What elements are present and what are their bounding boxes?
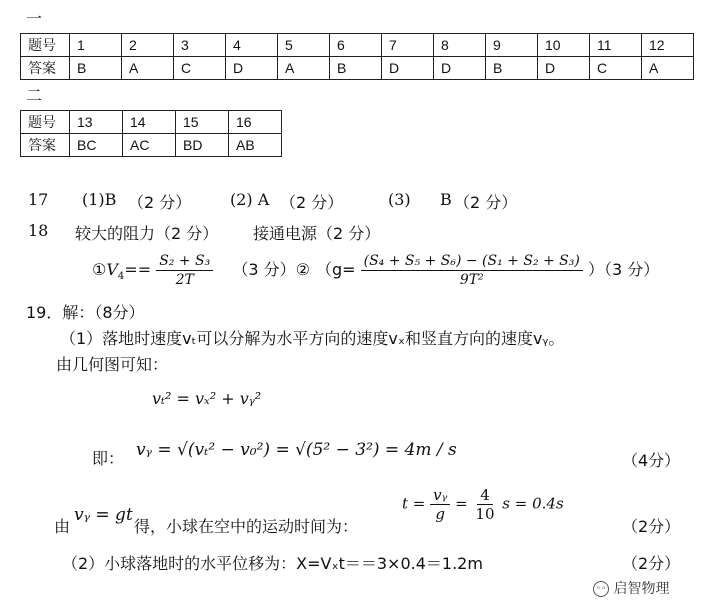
equals-sign: = — [455, 494, 468, 513]
q18-text-1: 较大的阻力（2 分） — [75, 224, 219, 243]
q18-score-1: （3 分） — [232, 260, 296, 279]
q17-number: 17 — [28, 190, 49, 209]
table-cell: B — [486, 57, 538, 80]
q19-score-3: （2分） — [622, 517, 681, 536]
table-cell: C — [590, 57, 642, 80]
table-cell: B — [70, 57, 122, 80]
table-cell: 8 — [434, 34, 486, 57]
fraction-denominator: 9T² — [459, 272, 484, 288]
fraction-numerator: (S₄ + S₅ + S₆) − (S₁ + S₂ + S₃) — [361, 252, 583, 271]
q19-part1: （1）落地时速度vₜ可以分解为水平方向的速度vₓ和竖直方向的速度vᵧ。 — [60, 329, 565, 348]
table-cell: AC — [123, 134, 176, 157]
t-equals: t = — [402, 494, 426, 513]
table-cell: AB — [229, 134, 282, 157]
answer-table-2 — [20, 110, 282, 157]
table-header-number: 题号 — [21, 34, 70, 57]
fraction-numerator: vᵧ — [430, 486, 450, 505]
table-row — [21, 134, 282, 157]
q18-number: 18 — [28, 221, 49, 240]
fraction-numerator: S₂ + S₃ — [156, 252, 213, 271]
fraction-denominator: g — [435, 505, 446, 523]
q19-part1-cont: 由几何图可知： — [56, 355, 169, 374]
table-header-answer: 答案 — [21, 57, 70, 80]
equals-sign: == — [124, 260, 152, 279]
q17-part2-score: （2 分） — [280, 193, 344, 212]
table-cell: D — [382, 57, 434, 80]
table-cell: 15 — [176, 111, 229, 134]
table-cell: 12 — [642, 34, 694, 57]
table-cell: 10 — [538, 34, 590, 57]
q17-part1-score: （2 分） — [128, 193, 192, 212]
q19-part2: （2）小球落地时的水平位移为：X=Vₓt＝＝3×0.4＝1.2m — [62, 554, 483, 573]
table-cell: 5 — [278, 34, 330, 57]
table-cell: BD — [176, 134, 229, 157]
q19-time-formula — [402, 486, 564, 523]
q17-part3-score: （2 分） — [454, 193, 518, 212]
table-row — [21, 57, 694, 80]
table-cell: A — [278, 57, 330, 80]
table-cell: B — [330, 57, 382, 80]
v4-subscript: 4 — [117, 271, 125, 283]
table-cell: D — [434, 57, 486, 80]
q19-equation-2: vᵧ = √(vₜ² − v₀²) = √(5² − 3²) = 4m / s — [136, 440, 457, 460]
q18-text-2: 接通电源（2 分） — [253, 224, 381, 243]
q17-part3: (3) — [388, 190, 411, 209]
v4-symbol: V — [106, 260, 118, 279]
circle-number-2: ② — [295, 260, 310, 279]
table-header-number: 题号 — [21, 111, 70, 134]
g-close-score: ）（3 分） — [587, 260, 660, 279]
table-cell: 2 — [122, 34, 174, 57]
table-cell: 4 — [226, 34, 278, 57]
answer-table-1 — [20, 33, 694, 80]
table-cell: 16 — [229, 111, 282, 134]
table-cell: 6 — [330, 34, 382, 57]
section-label-1: 一 — [26, 9, 43, 28]
fraction-denominator: 10 — [475, 505, 495, 523]
q19-you: 由 — [54, 517, 71, 536]
watermark-text: 启智物理 — [613, 581, 670, 597]
q17-part1: (1)B — [82, 190, 117, 209]
wechat-icon: ◦◦ — [593, 581, 609, 597]
table-header-answer: 答案 — [21, 134, 70, 157]
table-cell: 7 — [382, 34, 434, 57]
table-row — [21, 111, 282, 134]
table-cell: 9 — [486, 34, 538, 57]
table-cell: D — [226, 57, 278, 80]
table-cell: C — [174, 57, 226, 80]
table-cell: D — [538, 57, 590, 80]
fraction-4-10 — [472, 486, 497, 523]
fraction-denominator: 2T — [175, 272, 194, 288]
q19-de-text: 得，小球在空中的运动时间为： — [134, 517, 359, 536]
table-cell: BC — [70, 134, 123, 157]
q19-equation-3: vᵧ = gt — [74, 505, 133, 525]
g-open: （g= — [315, 260, 356, 279]
table-cell: A — [642, 57, 694, 80]
table-cell: 11 — [590, 34, 642, 57]
fraction-v4 — [156, 252, 213, 289]
table-cell: 13 — [70, 111, 123, 134]
circle-number-1: ① — [92, 260, 107, 279]
table-cell: 1 — [70, 34, 122, 57]
q18-formula-line — [92, 252, 659, 289]
q19-ji: 即： — [92, 449, 125, 468]
table-row — [21, 34, 694, 57]
t-result: s = 0.4s — [502, 494, 564, 513]
q19-score-4: （2分） — [622, 554, 681, 573]
q19-score-2: （4分） — [622, 451, 681, 470]
q19-equation-1: vₜ² = vₓ² + vᵧ² — [152, 389, 262, 408]
q17-part2: (2) A — [230, 190, 270, 209]
fraction-numerator: 4 — [477, 486, 493, 505]
fraction-vy-g — [430, 486, 450, 523]
fraction-g — [361, 252, 583, 289]
q17-part3-answer: B — [440, 190, 452, 209]
table-cell: 3 — [174, 34, 226, 57]
section-label-2: 二 — [26, 86, 43, 105]
table-cell: 14 — [123, 111, 176, 134]
table-cell: A — [122, 57, 174, 80]
q19-title: 19．解：（8分） — [26, 303, 145, 322]
watermark — [593, 578, 669, 598]
